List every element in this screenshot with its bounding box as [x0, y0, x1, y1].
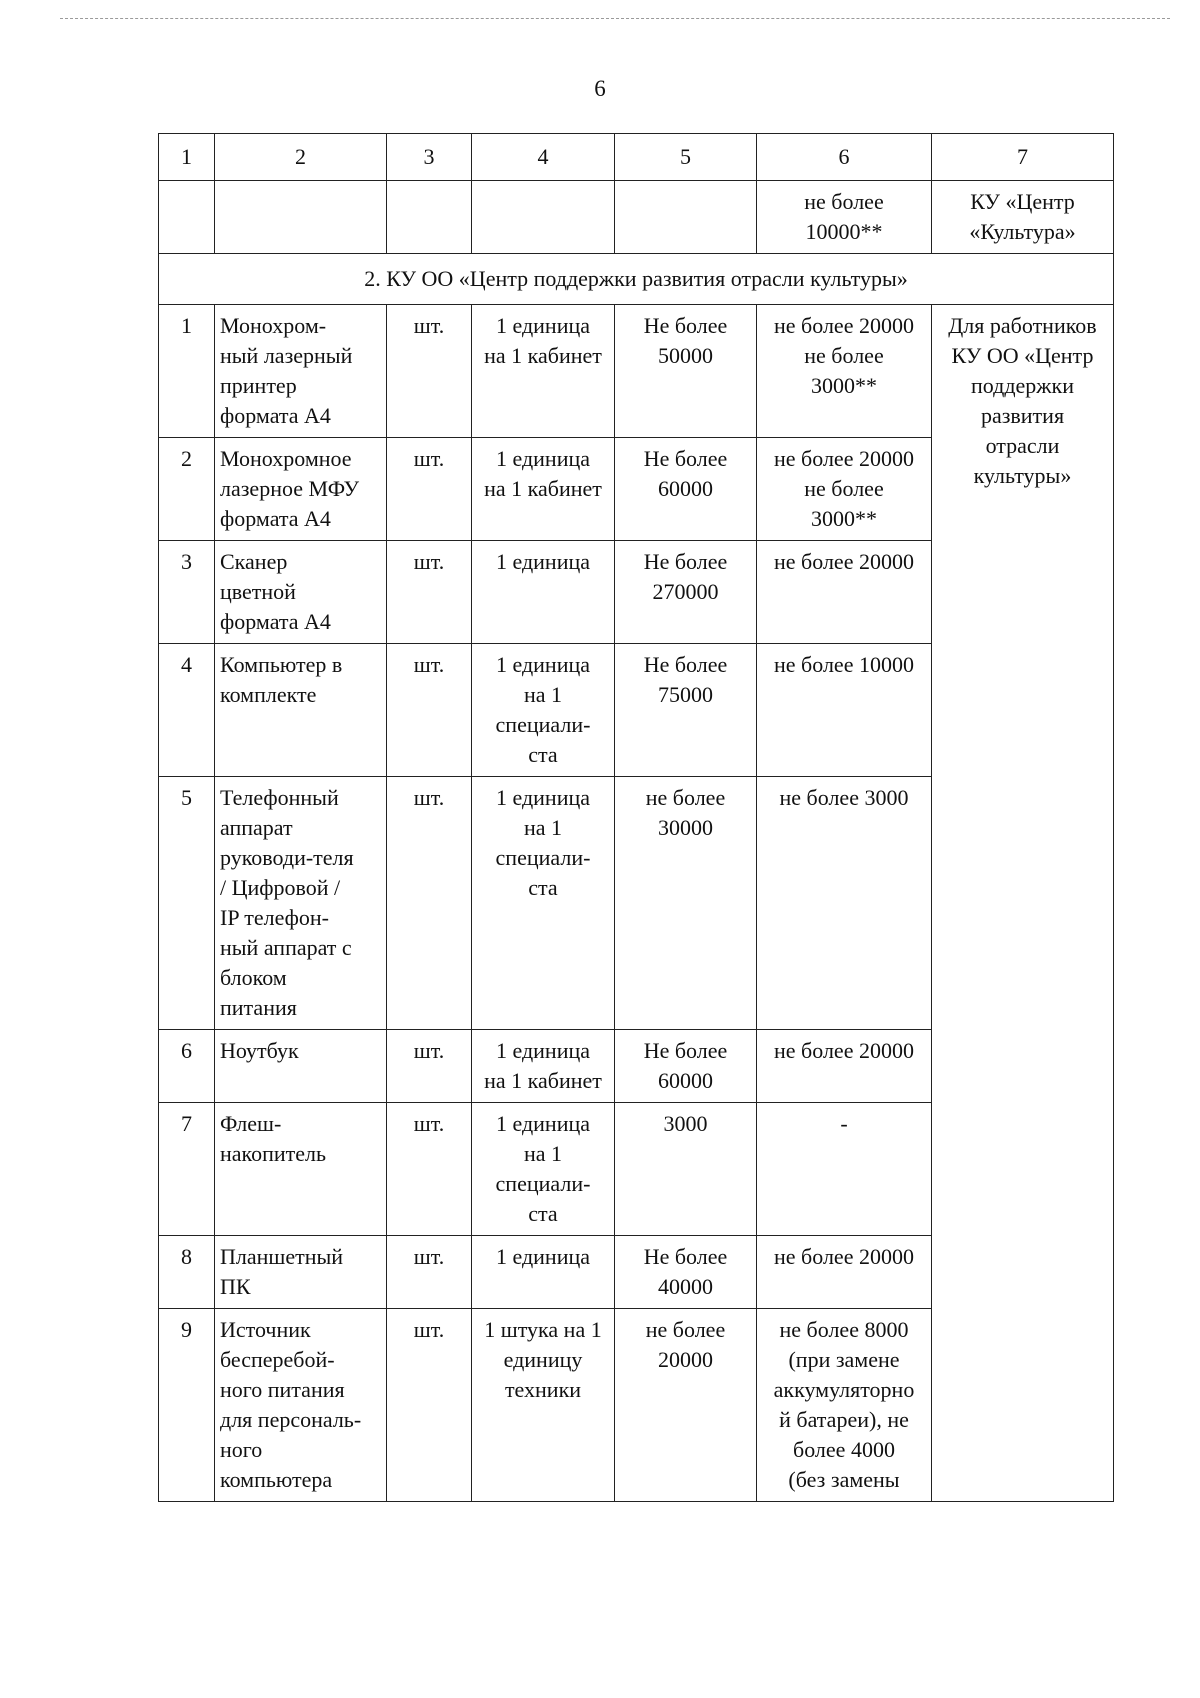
- item-name: Монохромное лазерное МФУ формата А4: [215, 438, 387, 541]
- additional-cost: не более 20000: [757, 1236, 932, 1309]
- quantity-norm: 1 единица на 1 кабинет: [472, 438, 615, 541]
- quantity-norm: 1 единица на 1 специали- ста: [472, 644, 615, 777]
- scan-top-edge: [60, 18, 1170, 19]
- additional-cost: -: [757, 1103, 932, 1236]
- section-header-row: [159, 254, 1114, 305]
- item-name: Монохром- ный лазерный принтер формата А4: [215, 305, 387, 438]
- row-number: 7: [159, 1103, 215, 1236]
- row-number: 8: [159, 1236, 215, 1309]
- item-name: Телефонный аппарат руководи-теля / Цифровой / IP телефон- ный аппарат с блоком питания: [215, 777, 387, 1030]
- additional-cost: не более 8000 (при замене аккумуляторно й батареи), не более 4000 (без замены: [757, 1309, 932, 1502]
- page-number: 6: [594, 76, 606, 101]
- unit: шт.: [387, 644, 472, 777]
- unit: шт.: [387, 1309, 472, 1502]
- row-number: 2: [159, 438, 215, 541]
- table-row: [159, 305, 1114, 438]
- item-name: Ноутбук: [215, 1030, 387, 1103]
- price-limit: 3000: [615, 1103, 757, 1236]
- col-number-6: 6: [757, 134, 932, 181]
- item-name: Планшетный ПК: [215, 1236, 387, 1309]
- row-number: 1: [159, 305, 215, 438]
- col-number-4: 4: [472, 134, 615, 181]
- col-number-1: 1: [159, 134, 215, 181]
- unit: шт.: [387, 1030, 472, 1103]
- row-number: 6: [159, 1030, 215, 1103]
- carryover-recipient: КУ «Центр «Культура»: [932, 181, 1114, 254]
- col-number-2: 2: [215, 134, 387, 181]
- additional-cost: не более 20000: [757, 1030, 932, 1103]
- quantity-norm: 1 единица: [472, 1236, 615, 1309]
- additional-cost: не более 20000 не более 3000**: [757, 438, 932, 541]
- price-limit: Не более 75000: [615, 644, 757, 777]
- unit: шт.: [387, 777, 472, 1030]
- price-limit: Не более 270000: [615, 541, 757, 644]
- additional-cost: не более 20000 не более 3000**: [757, 305, 932, 438]
- item-name: Источник бесперебой- ного питания для персональ- ного компьютера: [215, 1309, 387, 1502]
- price-limit: Не более 60000: [615, 438, 757, 541]
- price-limit: Не более 40000: [615, 1236, 757, 1309]
- quantity-norm: 1 единица на 1 специали- ста: [472, 777, 615, 1030]
- row-number: 5: [159, 777, 215, 1030]
- carryover-value: не более 10000**: [757, 181, 932, 254]
- price-limit: не более 20000: [615, 1309, 757, 1502]
- row-number: 3: [159, 541, 215, 644]
- row-number: 9: [159, 1309, 215, 1502]
- unit: шт.: [387, 541, 472, 644]
- additional-cost: не более 3000: [757, 777, 932, 1030]
- quantity-norm: 1 единица на 1 специали- ста: [472, 1103, 615, 1236]
- additional-cost: не более 10000: [757, 644, 932, 777]
- col-number-5: 5: [615, 134, 757, 181]
- additional-cost: не более 20000: [757, 541, 932, 644]
- row-number: 4: [159, 644, 215, 777]
- recipient-note: Для работников КУ ОО «Центр поддержки развития отрасли культуры»: [932, 305, 1114, 1502]
- equipment-norms-table: [158, 133, 1114, 1502]
- price-limit: не более 30000: [615, 777, 757, 1030]
- unit: шт.: [387, 1103, 472, 1236]
- quantity-norm: 1 единица: [472, 541, 615, 644]
- col-number-7: 7: [932, 134, 1114, 181]
- section-title: 2. КУ ОО «Центр поддержки развития отрасли культуры»: [159, 254, 1114, 305]
- unit: шт.: [387, 438, 472, 541]
- unit: шт.: [387, 1236, 472, 1309]
- item-name: Сканер цветной формата А4: [215, 541, 387, 644]
- item-name: Флеш- накопитель: [215, 1103, 387, 1236]
- column-number-row: [159, 134, 1114, 181]
- quantity-norm: 1 единица на 1 кабинет: [472, 305, 615, 438]
- unit: шт.: [387, 305, 472, 438]
- col-number-3: 3: [387, 134, 472, 181]
- price-limit: Не более 60000: [615, 1030, 757, 1103]
- carryover-row: [159, 181, 1114, 254]
- item-name: Компьютер в комплекте: [215, 644, 387, 777]
- quantity-norm: 1 единица на 1 кабинет: [472, 1030, 615, 1103]
- price-limit: Не более 50000: [615, 305, 757, 438]
- quantity-norm: 1 штука на 1 единицу техники: [472, 1309, 615, 1502]
